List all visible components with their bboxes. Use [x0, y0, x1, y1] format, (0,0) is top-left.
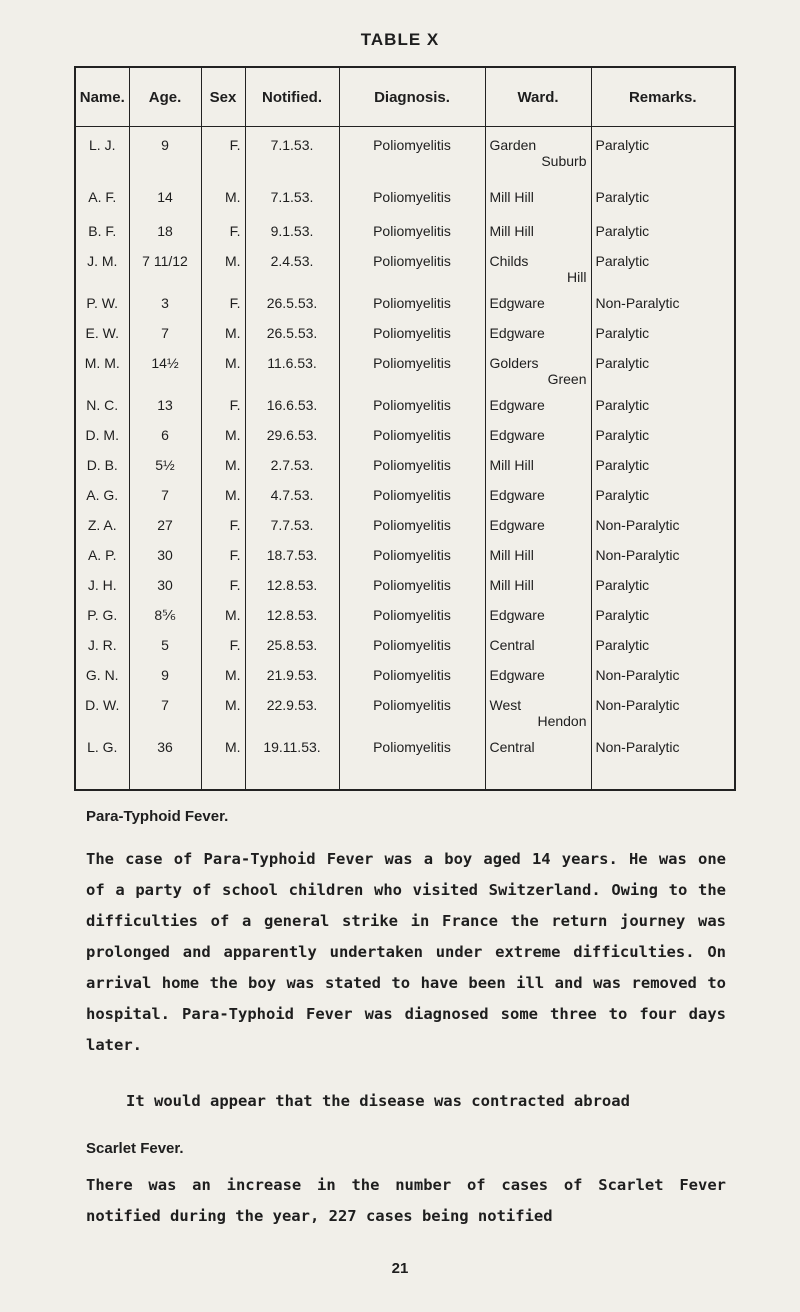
cell-sex: F. — [201, 127, 245, 180]
cell-ward — [485, 547, 591, 577]
cell-diagnosis: Poliomyelitis — [339, 223, 485, 253]
cell-diagnosis: Poliomyelitis — [339, 295, 485, 325]
cell-sex: M. — [201, 667, 245, 697]
cell-name: N. C. — [75, 397, 129, 427]
ward-line-2: Suburb — [541, 153, 587, 169]
cell-age: 30 — [129, 547, 201, 577]
cell-notified: 29.6.53. — [245, 427, 339, 457]
table-row — [75, 223, 735, 253]
cell-name: A. F. — [75, 179, 129, 223]
cell-ward — [485, 427, 591, 457]
cell-notified: 16.6.53. — [245, 397, 339, 427]
cell-ward — [485, 577, 591, 607]
cell-sex: M. — [201, 253, 245, 295]
cell-ward — [485, 487, 591, 517]
table-row — [75, 397, 735, 427]
ward-line-2: Hill — [567, 269, 587, 285]
header-remarks: Remarks. — [591, 67, 735, 127]
ward-line-1: Edgware — [489, 427, 545, 443]
ward-line-1: Edgware — [489, 487, 545, 503]
ward-line-1: Mill Hill — [489, 223, 534, 239]
cell-ward — [485, 127, 591, 180]
cell-ward — [485, 637, 591, 667]
cell-remarks: Paralytic — [591, 457, 735, 487]
cell-diagnosis: Poliomyelitis — [339, 427, 485, 457]
cell-age: 3 — [129, 295, 201, 325]
header-diagnosis: Diagnosis. — [339, 67, 485, 127]
cell-name: Z. A. — [75, 517, 129, 547]
cell-ward — [485, 295, 591, 325]
cell-age: 5 — [129, 637, 201, 667]
cell-notified: 2.4.53. — [245, 253, 339, 295]
ward-line-1: Mill Hill — [489, 547, 534, 563]
cell-age: 13 — [129, 397, 201, 427]
header-age: Age. — [129, 67, 201, 127]
cell-remarks: Paralytic — [591, 253, 735, 295]
ward-line-1: Childs — [489, 253, 529, 269]
ward-line-1: Edgware — [489, 517, 545, 533]
cell-name: L. J. — [75, 127, 129, 180]
table-row — [75, 427, 735, 457]
header-notified: Notified. — [245, 67, 339, 127]
cell-notified: 19.11.53. — [245, 739, 339, 790]
cell-ward — [485, 457, 591, 487]
table-row — [75, 607, 735, 637]
cell-ward — [485, 607, 591, 637]
cell-ward — [485, 517, 591, 547]
cell-notified: 7.7.53. — [245, 517, 339, 547]
cell-diagnosis: Poliomyelitis — [339, 547, 485, 577]
cell-diagnosis: Poliomyelitis — [339, 179, 485, 223]
cell-name: E. W. — [75, 325, 129, 355]
cell-ward — [485, 667, 591, 697]
cell-notified: 7.1.53. — [245, 127, 339, 180]
cell-name: B. F. — [75, 223, 129, 253]
scarlet-fever-heading: Scarlet Fever. — [86, 1140, 184, 1157]
cell-remarks: Paralytic — [591, 179, 735, 223]
cell-name: P. W. — [75, 295, 129, 325]
cell-sex: F. — [201, 517, 245, 547]
cell-sex: F. — [201, 397, 245, 427]
cell-age: 14 — [129, 179, 201, 223]
cell-sex: F. — [201, 577, 245, 607]
cell-age: 18 — [129, 223, 201, 253]
cell-notified: 21.9.53. — [245, 667, 339, 697]
ward-line-1: Edgware — [489, 667, 545, 683]
cell-remarks: Paralytic — [591, 355, 735, 397]
scarlet-fever-paragraph: There was an increase in the number of cases of Scarlet Fever notified during the year, 227 cases being notified — [86, 1176, 726, 1225]
cell-sex: F. — [201, 547, 245, 577]
table-row — [75, 517, 735, 547]
header-name: Name. — [75, 67, 129, 127]
header-sex: Sex — [201, 67, 245, 127]
ward-line-1: Mill Hill — [489, 457, 534, 473]
cell-name: D. B. — [75, 457, 129, 487]
table-row — [75, 325, 735, 355]
para-typhoid-paragraph-1: The case of Para-Typhoid Fever was a boy aged 14 years. He was one of a party of school children who visited Switzerland. Owing to the difficulties of a general strike in France the return journey was prolonged and apparently undertaken under extreme difficulties. On arrival home the boy was stated to have been ill and was removed to hospital. Para-Typhoid Fever was diagnosed some three to four days later. — [86, 850, 726, 1054]
table-row — [75, 667, 735, 697]
cell-diagnosis: Poliomyelitis — [339, 697, 485, 739]
ward-line-1: Mill Hill — [489, 577, 534, 593]
cell-sex: F. — [201, 637, 245, 667]
cell-notified: 4.7.53. — [245, 487, 339, 517]
ward-line-1: Garden — [489, 137, 537, 153]
cell-diagnosis: Poliomyelitis — [339, 487, 485, 517]
cell-sex: M. — [201, 457, 245, 487]
cell-age: 7 — [129, 325, 201, 355]
cell-ward — [485, 223, 591, 253]
cell-sex: M. — [201, 179, 245, 223]
ward-line-1: Edgware — [489, 295, 545, 311]
cell-age: 6 — [129, 427, 201, 457]
cell-diagnosis: Poliomyelitis — [339, 457, 485, 487]
table-row — [75, 457, 735, 487]
cell-age: 7 — [129, 487, 201, 517]
ward-line-2: Green — [547, 371, 587, 387]
cell-remarks: Paralytic — [591, 487, 735, 517]
cell-notified: 11.6.53. — [245, 355, 339, 397]
header-ward: Ward. — [485, 67, 591, 127]
cell-sex: M. — [201, 487, 245, 517]
ward-line-1: West — [489, 697, 522, 713]
cell-name: P. G. — [75, 607, 129, 637]
poliomyelitis-table — [74, 66, 736, 791]
cell-name: A. P. — [75, 547, 129, 577]
cell-name: A. G. — [75, 487, 129, 517]
ward-line-1: Edgware — [489, 607, 545, 623]
table-row — [75, 577, 735, 607]
cell-sex: M. — [201, 355, 245, 397]
cell-remarks: Paralytic — [591, 607, 735, 637]
cell-notified: 9.1.53. — [245, 223, 339, 253]
cell-remarks: Paralytic — [591, 223, 735, 253]
cell-diagnosis: Poliomyelitis — [339, 607, 485, 637]
cell-notified: 12.8.53. — [245, 607, 339, 637]
cell-name: L. G. — [75, 739, 129, 790]
cell-name: J. H. — [75, 577, 129, 607]
cell-age: 5½ — [129, 457, 201, 487]
table-row — [75, 739, 735, 790]
para-typhoid-heading: Para-Typhoid Fever. — [86, 808, 229, 825]
ward-line-1: Central — [489, 637, 535, 653]
cell-notified: 26.5.53. — [245, 325, 339, 355]
cell-ward — [485, 355, 591, 397]
ward-line-1: Mill Hill — [489, 189, 534, 205]
cell-sex: M. — [201, 607, 245, 637]
cell-diagnosis: Poliomyelitis — [339, 127, 485, 180]
cell-sex: M. — [201, 697, 245, 739]
cell-ward — [485, 739, 591, 790]
ward-line-1: Edgware — [489, 325, 545, 341]
cell-sex: M. — [201, 427, 245, 457]
cell-diagnosis: Poliomyelitis — [339, 355, 485, 397]
cell-ward — [485, 697, 591, 739]
cell-diagnosis: Poliomyelitis — [339, 325, 485, 355]
cell-age: 7 11/12 — [129, 253, 201, 295]
cell-sex: M. — [201, 325, 245, 355]
cell-remarks: Non-Paralytic — [591, 739, 735, 790]
cell-remarks: Non-Paralytic — [591, 697, 735, 739]
cell-diagnosis: Poliomyelitis — [339, 667, 485, 697]
cell-diagnosis: Poliomyelitis — [339, 577, 485, 607]
table-row — [75, 253, 735, 295]
cell-name: J. R. — [75, 637, 129, 667]
ward-line-1: Central — [489, 739, 535, 755]
cell-diagnosis: Poliomyelitis — [339, 253, 485, 295]
cell-remarks: Non-Paralytic — [591, 667, 735, 697]
cell-remarks: Paralytic — [591, 427, 735, 457]
cell-age: 9 — [129, 127, 201, 180]
cell-remarks: Non-Paralytic — [591, 295, 735, 325]
cell-name: J. M. — [75, 253, 129, 295]
page-number: 21 — [391, 1260, 409, 1277]
cell-diagnosis: Poliomyelitis — [339, 517, 485, 547]
table-title: TABLE X — [360, 30, 440, 49]
cell-name: M. M. — [75, 355, 129, 397]
ward-line-1: Golders — [489, 355, 539, 371]
cell-ward — [485, 179, 591, 223]
ward-line-2: Hendon — [537, 713, 587, 729]
cell-notified: 26.5.53. — [245, 295, 339, 325]
table-row — [75, 637, 735, 667]
cell-notified: 12.8.53. — [245, 577, 339, 607]
cell-notified: 18.7.53. — [245, 547, 339, 577]
cell-sex: F. — [201, 295, 245, 325]
cell-remarks: Paralytic — [591, 127, 735, 180]
cell-diagnosis: Poliomyelitis — [339, 637, 485, 667]
cell-notified: 2.7.53. — [245, 457, 339, 487]
table-row — [75, 355, 735, 397]
cell-age: 8⅚ — [129, 607, 201, 637]
cell-notified: 22.9.53. — [245, 697, 339, 739]
para-typhoid-paragraph-2: It would appear that the disease was contracted abroad — [126, 1092, 630, 1110]
cell-remarks: Paralytic — [591, 577, 735, 607]
cell-age: 36 — [129, 739, 201, 790]
cell-notified: 25.8.53. — [245, 637, 339, 667]
cell-age: 14½ — [129, 355, 201, 397]
table-row — [75, 547, 735, 577]
cell-age: 27 — [129, 517, 201, 547]
cell-age: 30 — [129, 577, 201, 607]
cell-age: 9 — [129, 667, 201, 697]
cell-diagnosis: Poliomyelitis — [339, 739, 485, 790]
cell-sex: F. — [201, 223, 245, 253]
cell-remarks: Paralytic — [591, 325, 735, 355]
cell-ward — [485, 253, 591, 295]
table-row — [75, 697, 735, 739]
table-row — [75, 127, 735, 180]
ward-line-1: Edgware — [489, 397, 545, 413]
cell-notified: 7.1.53. — [245, 179, 339, 223]
table-row — [75, 487, 735, 517]
table-row — [75, 179, 735, 223]
cell-remarks: Paralytic — [591, 397, 735, 427]
cell-remarks: Non-Paralytic — [591, 547, 735, 577]
cell-name: D. W. — [75, 697, 129, 739]
cell-remarks: Paralytic — [591, 637, 735, 667]
table-row — [75, 295, 735, 325]
cell-age: 7 — [129, 697, 201, 739]
cell-sex: M. — [201, 739, 245, 790]
table-header-row — [75, 67, 735, 127]
cell-ward — [485, 397, 591, 427]
cell-diagnosis: Poliomyelitis — [339, 397, 485, 427]
cell-name: G. N. — [75, 667, 129, 697]
cell-ward — [485, 325, 591, 355]
cell-remarks: Non-Paralytic — [591, 517, 735, 547]
cell-name: D. M. — [75, 427, 129, 457]
